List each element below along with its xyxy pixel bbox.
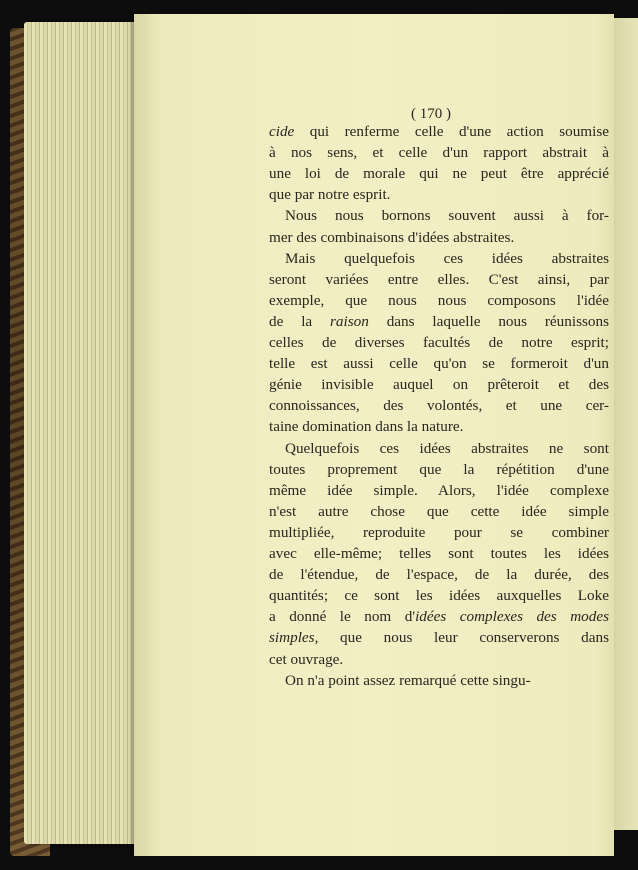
text-segment: exemple, que nous nous composons l'idée: [269, 291, 609, 309]
text-segment: Nous nous bornons souvent aussi à for-: [285, 207, 609, 225]
text-segment: qui renferme celle d'une action soumise: [294, 123, 609, 140]
text-line: [269, 184, 609, 206]
italic-text: cide: [269, 123, 295, 140]
text-segment: Quelquefois ces idées abstraites ne sont: [285, 439, 609, 457]
page-number: ( 170 ): [411, 106, 451, 122]
text-segment: On n'a point assez remarqué cette singu-: [285, 671, 531, 689]
text-segment: avec elle-même; telles sont toutes les idées: [269, 545, 609, 562]
text-line: [269, 290, 609, 312]
text-line: [269, 205, 609, 227]
text-line: [269, 522, 609, 544]
text-segment: génie invisible auquel on prêteroit et des: [269, 376, 609, 394]
text-segment: que par notre esprit.: [269, 186, 391, 204]
text-segment: cet ouvrage.: [269, 650, 344, 668]
book-page: [134, 14, 614, 856]
text-line: [269, 670, 609, 692]
text-line: [269, 395, 609, 417]
facing-page-edge: [612, 18, 638, 830]
text-segment: de la: [269, 312, 331, 330]
text-line: [269, 416, 609, 438]
text-segment: telle est aussi celle qu'on se formeroit d'un: [269, 355, 609, 373]
text-segment: seront variées entre elles. C'est ainsi, par: [269, 270, 609, 288]
text-segment: même idée simple. Alors, l'idée complexe: [269, 481, 609, 499]
text-line: [269, 163, 609, 185]
text-line: [269, 269, 609, 291]
text-line: [269, 142, 609, 164]
text-line: [269, 585, 609, 607]
text-line: [269, 332, 609, 354]
text-line: [269, 353, 609, 375]
page-edges-stack: [24, 22, 142, 844]
text-line: [269, 121, 609, 143]
text-line: [269, 311, 609, 333]
text-line: [269, 374, 609, 396]
italic-text: raison: [330, 312, 369, 330]
text-segment: a donné le nom d': [269, 608, 416, 626]
text-segment: de l'étendue, de l'espace, de la durée, des: [269, 566, 609, 584]
text-segment: n'est autre chose que cette idée simple: [269, 502, 609, 520]
text-line: [269, 627, 609, 649]
italic-text: simples: [269, 629, 315, 647]
text-segment: toutes proprement que la répétition d'une: [269, 460, 609, 478]
text-segment: , que nous leur conserverons dans: [314, 629, 609, 647]
text-line: [269, 480, 609, 502]
text-line: [269, 248, 609, 270]
text-line: [269, 227, 609, 249]
text-segment: dans laquelle nous réunissons: [368, 312, 609, 330]
text-segment: multipliée, reproduite pour se combiner: [269, 523, 609, 541]
text-segment: mer des combinaisons d'idées abstraites.: [269, 228, 515, 246]
text-segment: taine domination dans la nature.: [269, 418, 464, 436]
text-line: [269, 459, 609, 481]
text-line: [269, 543, 609, 565]
text-line: [269, 438, 609, 460]
text-segment: celles de diverses facultés de notre esprit;: [269, 334, 609, 351]
text-segment: connoissances, des volontés, et une cer-: [269, 397, 609, 415]
text-segment: à nos sens, et celle d'un rapport abstrait à: [269, 144, 609, 162]
text-segment: une loi de morale qui ne peut être apprécié: [269, 165, 609, 183]
text-line: [269, 501, 609, 523]
text-segment: Mais quelquefois ces idées abstraites: [285, 249, 609, 267]
text-line: [269, 649, 609, 671]
text-line: [269, 564, 609, 586]
text-line: [269, 606, 609, 628]
text-segment: quantités; ce sont les idées auxquelles Loke: [269, 587, 609, 605]
italic-text: idées complexes des modes: [415, 608, 609, 626]
